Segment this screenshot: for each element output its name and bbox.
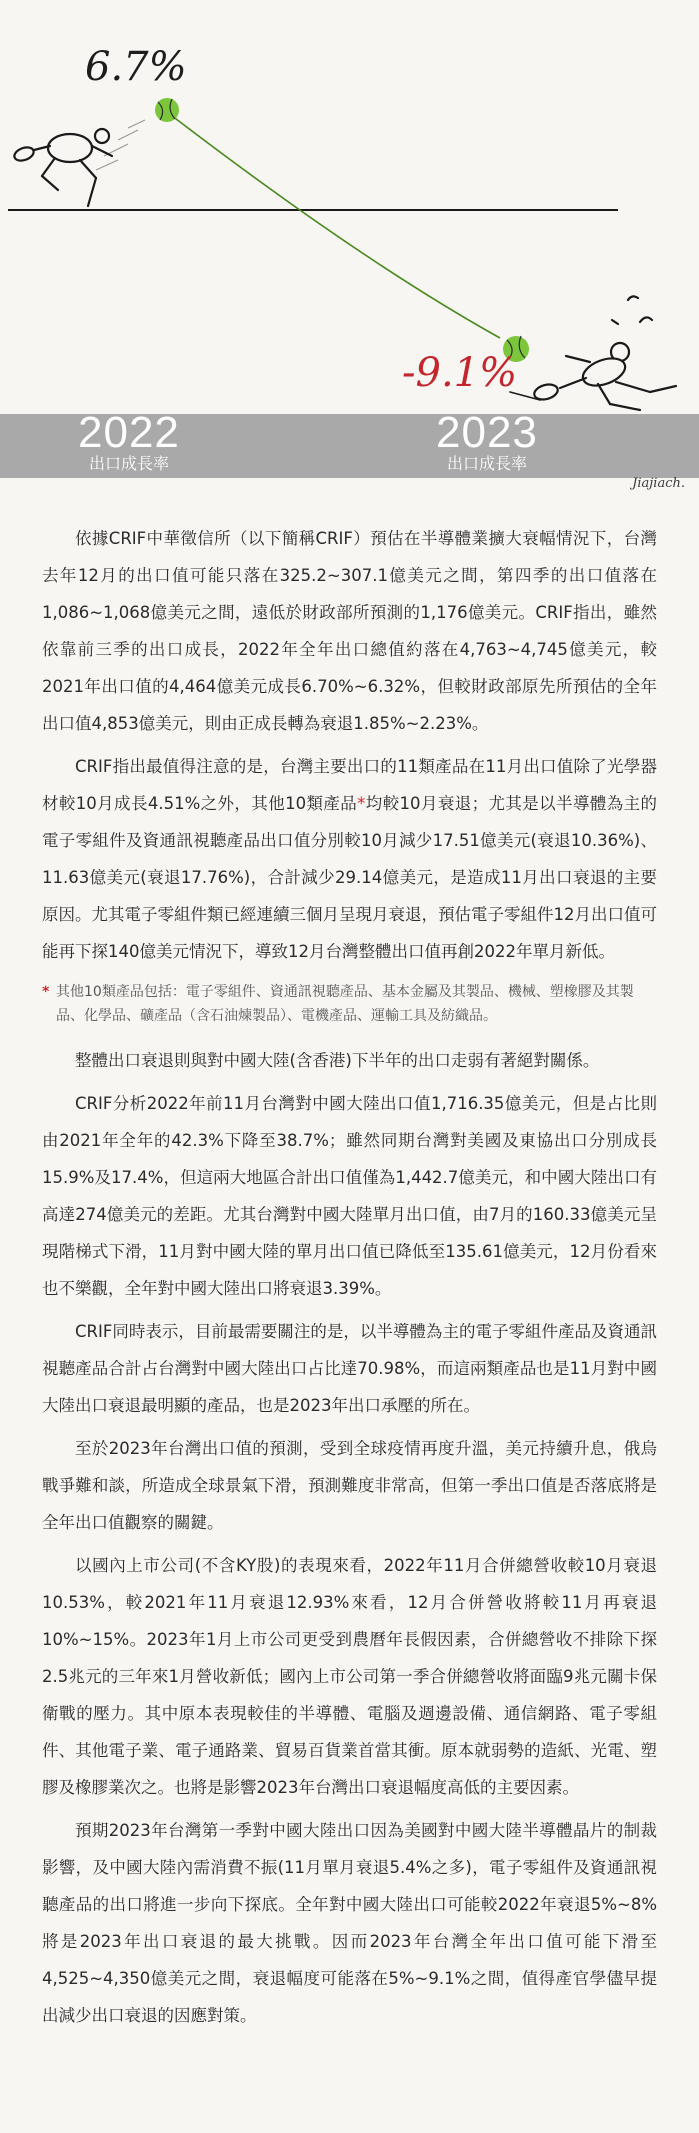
artist-signature: Jiajiach.: [632, 476, 685, 491]
player-2023-icon: [510, 296, 676, 410]
motion-marks: [96, 120, 145, 170]
footnote: [42, 980, 657, 1028]
paragraph-2: [42, 748, 657, 970]
player-2022-icon: [13, 129, 112, 206]
paragraph-4: CRIF分析2022年前11月台灣對中國大陸出口值1,716.35億美元，但是占比則由2021年全年的42.3%下降至38.7%；雖然同期台灣對美國及東協出口分別成長15.9%及17.4%，但這兩大地區合計出口值僅為1,442.7億美元，和中國大陸出口有高達274億美元的差距。尤其台灣對中國大陸單月出口值，由7月的160.33億美元呈現階梯式下滑，11月對中國大陸的單月出口值已降低至135.61億美元，12月份看來也不樂觀，全年對中國大陸出口將衰退3.39%。: [42, 1094, 657, 1298]
ball-trajectory: [167, 112, 500, 338]
paragraph-1: 依據CRIF中華徵信所（以下簡稱CRIF）預估在半導體業擴大衰幅情況下，台灣去年12月的出口值可能只落在325.2~307.1億美元之間，第四季的出口值落在1,086~1,068億美元之間，遠低於財政部所預測的1,176億美元。CRIF指出，雖然依靠前三季的出口成長，2022年全年出口總值約落在4,763~4,745億美元，較2021年出口值的4,464億美元成長6.70%~6.32%，但較財政部原先所預估的全年出口值4,853億美元，則由正成長轉為衰退1.85%~2.23%。: [42, 529, 657, 733]
year-2022: 2022: [78, 408, 180, 457]
growth-rate-2023: -9.1%: [402, 350, 518, 396]
paragraph-3: 整體出口衰退則與對中國大陸(含香港)下半年的出口走弱有著絕對關係。: [75, 1051, 600, 1070]
year-label-2022: [78, 408, 180, 474]
footnote-star: *: [42, 984, 50, 1000]
growth-rate-2022: 6.7%: [85, 44, 187, 90]
paragraph-5: CRIF同時表示，目前最需要關注的是，以半導體為主的電子零組件產品及資通訊視聽產品合計占台灣對中國大陸出口占比達70.98%，而這兩類產品也是11月對中國大陸出口衰退最明顯的產品，也是2023年出口承壓的所在。: [42, 1322, 657, 1415]
paragraph-6: 至於2023年台灣出口值的預測，受到全球疫情再度升溫，美元持續升息，俄烏戰爭難和談，所造成全球景氣下滑，預測難度非常高，但第一季出口值是否落底將是全年出口值觀察的關鍵。: [42, 1439, 657, 1532]
year-2023: 2023: [436, 408, 538, 457]
year-label-2023: [436, 408, 538, 474]
paragraph-2-part-a: CRIF指出最值得注意的是，台灣主要出口的11類產品在11月出口值除了光學器材較10月成長4.51%之外，其他10類產品: [42, 757, 657, 813]
paragraph-7: 以國內上市公司(不含KY股)的表現來看，2022年11月合併總營收較10月衰退10.53%，較2021年11月衰退12.93%來看，12月合併營收將較11月再衰退10%~15%。2023年1月上市公司更受到農曆年長假因素，合併總營收不排除下探2.5兆元的三年來1月營收新低；國內上市公司第一季合併總營收將面臨9兆元關卡保衛戰的壓力。其中原本表現較佳的半導體、電腦及週邊設備、通信網路、電子零組件、其他電子業、電子通路業、貿易百貨業首當其衝。原本就弱勢的造紙、光電、塑膠及橡膠業次之。也將是影響2023年台灣出口衰退幅度高低的主要因素。: [42, 1556, 657, 1797]
paragraph-2-part-b: 均較10月衰退；尤其是以半導體為主的電子零組件及資通訊視聽產品出口值分別較10月減少17.51億美元(衰退10.36%)、11.63億美元(衰退17.76%)，合計減少29.14億美元，是造成11月出口衰退的主要原因。尤其電子零組件類已經連續三個月呈現月衰退，預估電子零組件12月出口值可能再下探140億美元情況下，導致12月台灣整體出口值再創2022年單月新低。: [42, 794, 657, 961]
export-growth-label-2023: 出口成長率: [446, 454, 527, 473]
header-illustration: [0, 0, 699, 478]
export-growth-label-2022: 出口成長率: [88, 454, 169, 473]
footnote-marker: *: [357, 794, 366, 813]
tennis-ball-2022-icon: [155, 98, 179, 122]
article-body: [0, 520, 699, 2034]
paragraph-8: 預期2023年台灣第一季對中國大陸出口因為美國對中國大陸半導體晶片的制裁影響，及中國大陸內需消費不振(11月單月衰退5.4%之多)，電子零組件及資通訊視聽產品的出口將進一步向下探底。全年對中國大陸出口可能較2022年衰退5%~8%將是2023年出口衰退的最大挑戰。因而2023年台灣全年出口值可能下滑至4,525~4,350億美元之間，衰退幅度可能落在5%~9.1%之間，值得產官學儘早提出減少出口衰退的因應對策。: [42, 1821, 657, 2025]
footnote-text: 其他10類產品包括：電子零組件、資通訊視聽產品、基本金屬及其製品、機械、塑橡膠及其製品、化學品、礦產品（含石油煉製品）、電機產品、運輸工具及紡織品。: [56, 984, 634, 1024]
